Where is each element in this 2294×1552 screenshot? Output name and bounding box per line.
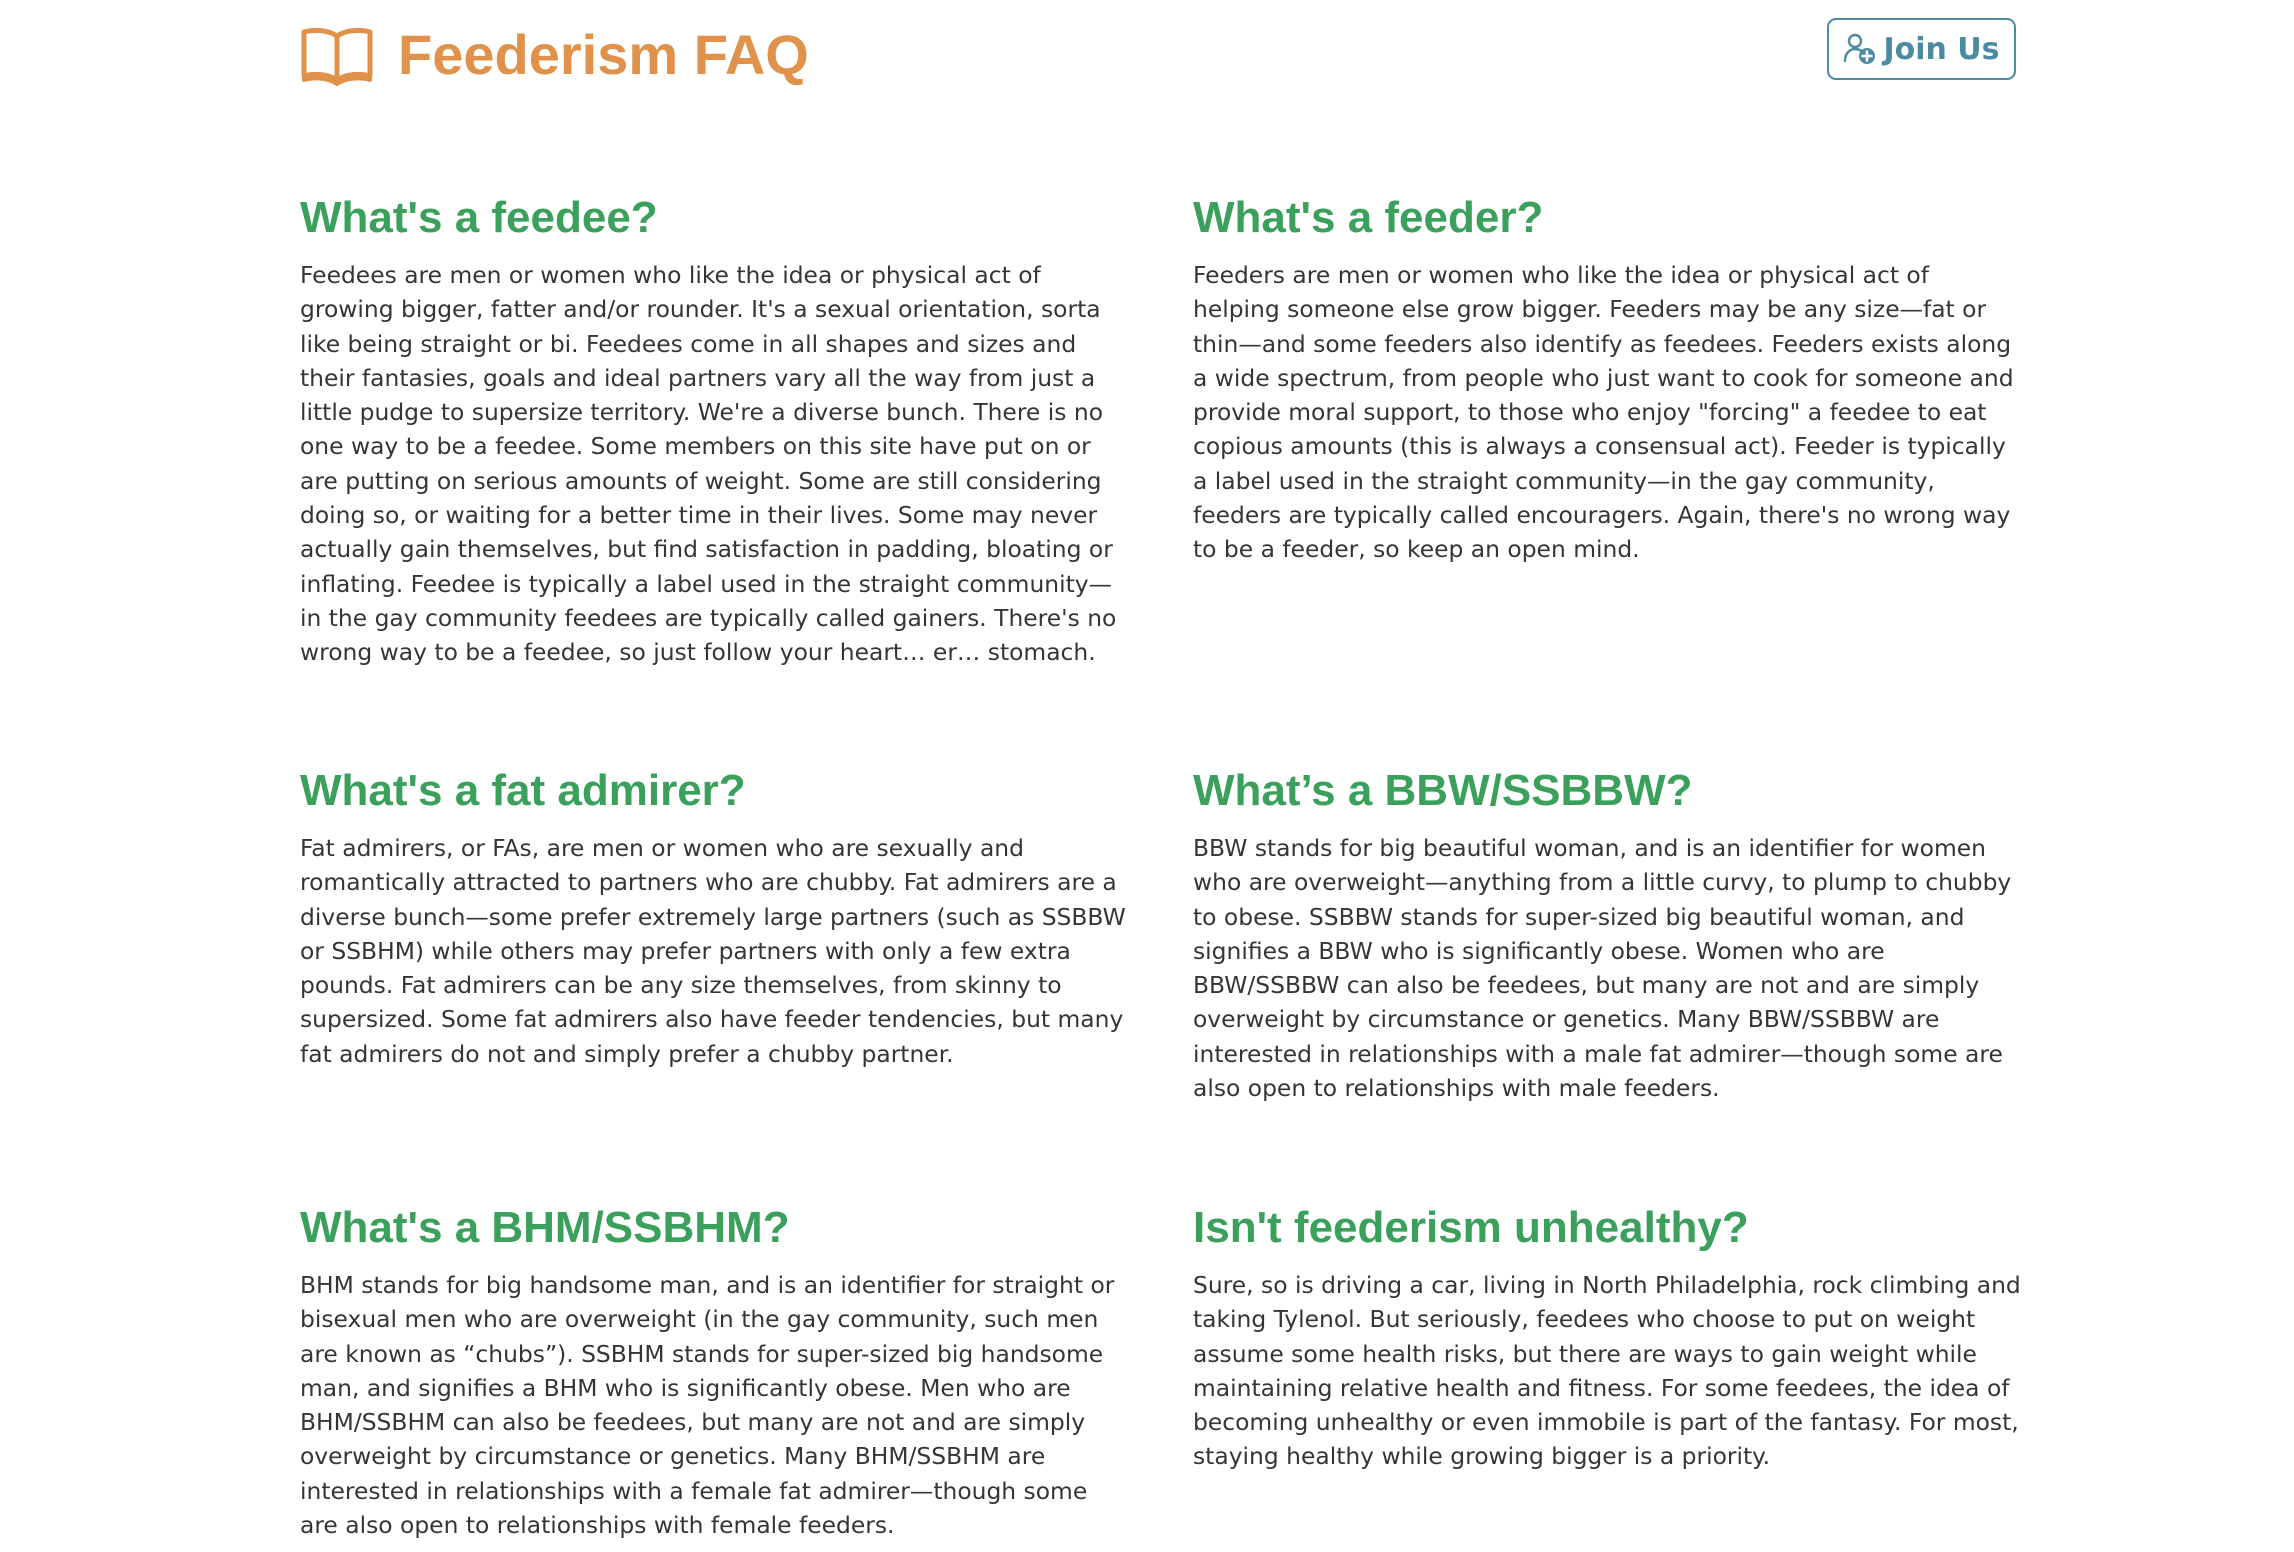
- add-user-icon: [1843, 32, 1877, 66]
- faq-item-fat-admirer: [300, 763, 1130, 1071]
- site-title: Feederism FAQ: [398, 23, 809, 86]
- faq-answer: Feedees are men or women who like the idea or physical act of growing bigger, fatter and/or rounder. It's a sexual orientation, sorta like being straight or bi. Feedees come in all shapes and sizes and their fantasies, goals and ideal partners vary all the way from just a little pudge to supersize territory. We're a diverse bunch. There is no one way to be a feedee. Some members on this site have put on or are putting on serious amounts of weight. Some are still considering doing so, or waiting for a better time in their lives. Some may never actually gain themselves, but find satisfaction in padding, bloating or inflating. Feedee is typically a label used in the straight community—in the gay community feedees are typically called gainers. There's no wrong way to be a feedee, so just follow your heart… er… stomach.: [300, 261, 1117, 667]
- faq-answer: Fat admirers, or FAs, are men or women who are sexually and romantically attracted to partners who are chubby. Fat admirers are a diverse bunch—some prefer extremely large partners (such as SSBBW or SSBHM) while others may prefer partners with only a few extra pounds. Fat admirers can be any size themselves, from skinny to supersized. Some fat admirers also have feeder tendencies, but many fat admirers do not and simply prefer a chubby partner.: [300, 834, 1126, 1068]
- faq-question: What's a feeder?: [1193, 193, 1544, 242]
- faq-answer: BBW stands for big beautiful woman, and is an identifier for women who are overweight—anything from a little curvy, to plump to chubby to obese. SSBBW stands for super-sized big beautiful woman, and signifies a BBW who is significantly obese. Women who are BBW/SSBBW can also be feedees, but many are not and are simply overweight by circumstance or genetics. Many BBW/SSBBW are interested in relationships with a male fat admirer—though some are also open to relationships with male feeders.: [1193, 834, 2012, 1103]
- faq-item-feedee: [300, 190, 1130, 670]
- faq-item-feeder: [1193, 190, 2023, 567]
- site-header: [0, 0, 2294, 110]
- open-book-icon: [300, 24, 374, 86]
- faq-answer: Feeders are men or women who like the idea or physical act of helping someone else grow bigger. Feeders may be any size—fat or thin—and some feeders also identify as feedees. Feeders exists along a wide spectrum, from people who just want to cook for someone and provide moral support, to those who enjoy "forcing" a feedee to eat copious amounts (this is always a consensual act). Feeder is typically a label used in the straight community—in the gay community, feeders are typically called encouragers. Again, there's no wrong way to be a feeder, so keep an open mind.: [1193, 261, 2014, 564]
- faq-answer: BHM stands for big handsome man, and is an identifier for straight or bisexual men who are overweight (in the gay community, such men are known as “chubs”). SSBHM stands for super-sized big handsome man, and signifies a BHM who is significantly obese. Men who are BHM/SSBHM can also be feedees, but many are not and are simply overweight by circumstance or genetics. Many BHM/SSBHM are interested in relationships with a female fat admirer—though some are also open to relationships with female feeders.: [300, 1271, 1115, 1540]
- faq-question: What’s a BBW/SSBBW?: [1193, 766, 1693, 815]
- faq-question: Isn't feederism unhealthy?: [1193, 1203, 1749, 1252]
- faq-question: What's a feedee?: [300, 193, 658, 242]
- faq-question: What's a BHM/SSBHM?: [300, 1203, 790, 1252]
- faq-item-bbw-ssbbw: [1193, 763, 2023, 1105]
- faq-question: What's a fat admirer?: [300, 766, 746, 815]
- join-us-label: Join Us: [1883, 31, 2000, 67]
- brand-logo-link[interactable]: [300, 24, 809, 86]
- faq-answer: Sure, so is driving a car, living in North Philadelphia, rock climbing and taking Tylenol. But seriously, feedees who choose to put on weight assume some health risks, but there are ways to gain weight while maintaining relative health and fitness. For some feedees, the idea of becoming unhealthy or even immobile is part of the fantasy. For most, staying healthy while growing bigger is a priority.: [1193, 1271, 2021, 1471]
- faq-item-bhm-ssbhm: [300, 1200, 1130, 1542]
- join-us-button[interactable]: [1827, 18, 2016, 80]
- faq-item-unhealthy: [1193, 1200, 2023, 1474]
